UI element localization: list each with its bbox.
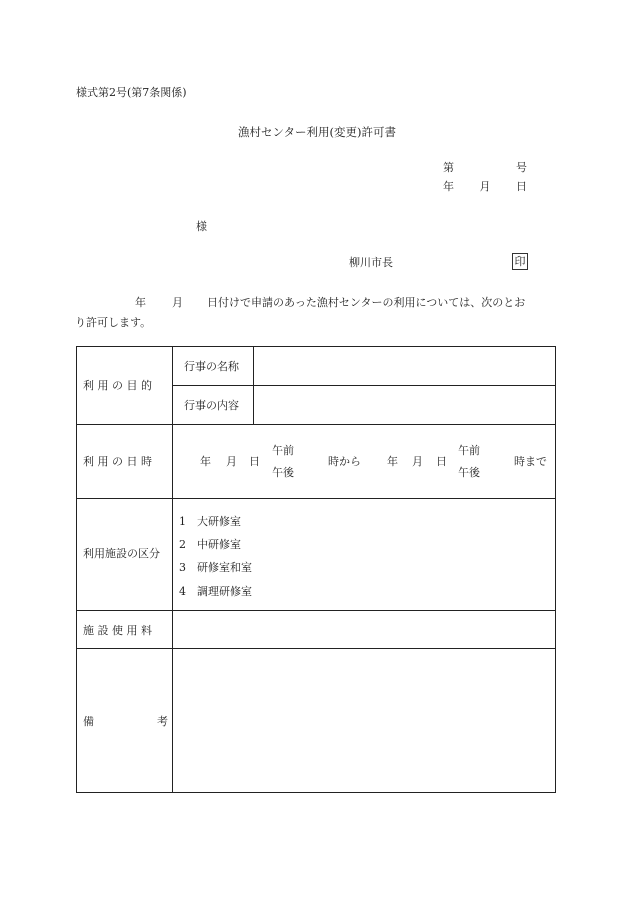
- start-month: 月: [226, 455, 237, 468]
- row-divider: [172, 385, 556, 386]
- form-number: 様式第2号(第7条関係): [76, 86, 187, 99]
- row-divider: [77, 424, 556, 425]
- issue-number-suffix: 号: [516, 161, 527, 174]
- facility-item-3-name: 研修室和室: [197, 561, 252, 574]
- end-suffix: 時まで: [514, 455, 547, 468]
- issue-date-year: 年: [443, 180, 454, 193]
- statement-year: 年: [135, 296, 146, 309]
- start-pm: 午後: [272, 466, 294, 479]
- recipient-honorific: 様: [196, 220, 207, 233]
- end-day: 日: [436, 455, 447, 468]
- facility-item-4-name: 調理研修室: [197, 585, 252, 598]
- issue-number-prefix: 第: [443, 161, 454, 174]
- permit-table: [76, 346, 556, 793]
- facility-item-3-num: 3: [179, 561, 186, 574]
- facility-label: 利用施設の区分: [83, 547, 160, 560]
- end-month: 月: [412, 455, 423, 468]
- facility-item-2-num: 2: [179, 538, 186, 551]
- purpose-label: 利 用 の 目 的: [83, 379, 152, 392]
- document-title: 漁村センター利用(変更)許可書: [237, 125, 396, 139]
- event-name-label: 行事の名称: [184, 360, 239, 373]
- end-pm: 午後: [458, 466, 480, 479]
- issue-number: [443, 162, 527, 173]
- start-suffix: 時から: [328, 455, 361, 468]
- start-year: 年: [200, 455, 211, 468]
- row-divider: [77, 498, 556, 499]
- column-divider: [172, 347, 173, 793]
- statement-text-line2: り許可します。: [75, 316, 152, 329]
- remarks-label-left: 備: [83, 715, 94, 728]
- statement-text-line1: 日付けで申請のあった漁村センターの利用については、次のとお: [207, 296, 526, 309]
- facility-item-2-name: 中研修室: [197, 538, 241, 551]
- issuer-name: 柳川市長: [349, 256, 393, 269]
- issue-date-day: 日: [516, 180, 527, 193]
- event-content-label: 行事の内容: [184, 399, 239, 412]
- statement-month: 月: [172, 296, 183, 309]
- column-divider: [253, 347, 254, 424]
- fee-label: 施 設 使 用 料: [83, 624, 152, 637]
- seal-mark: 印: [512, 253, 528, 270]
- issue-date-month: 月: [479, 180, 491, 193]
- datetime-label: 利 用 の 日 時: [83, 455, 152, 468]
- row-divider: [77, 648, 556, 649]
- remarks-label-right: 考: [157, 715, 168, 728]
- end-am: 午前: [458, 444, 480, 457]
- start-am: 午前: [272, 444, 294, 457]
- row-divider: [77, 610, 556, 611]
- end-year: 年: [387, 455, 398, 468]
- issue-date: [443, 181, 527, 192]
- facility-item-1-num: 1: [179, 515, 186, 528]
- permission-statement: [75, 293, 561, 333]
- start-day: 日: [249, 455, 260, 468]
- facility-item-4-num: 4: [179, 585, 186, 598]
- facility-item-1-name: 大研修室: [197, 515, 241, 528]
